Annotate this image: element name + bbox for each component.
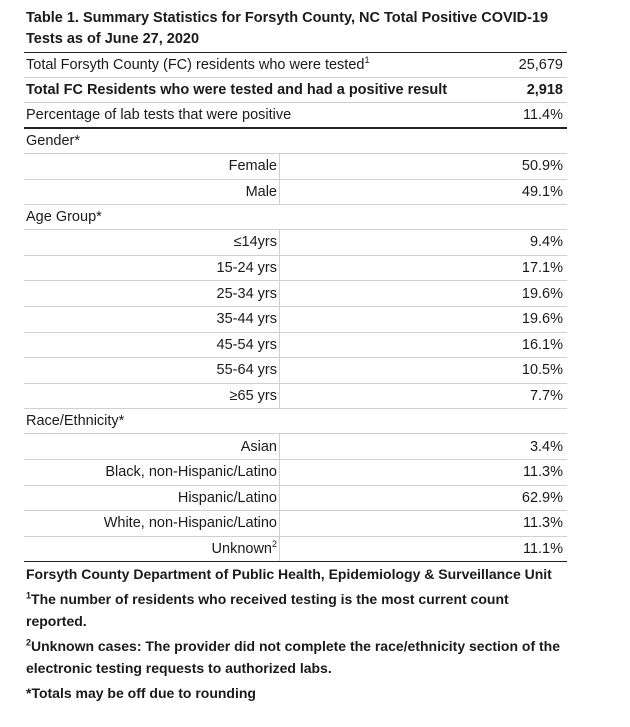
summary-label-text: Total Forsyth County (FC) residents who were tested — [26, 57, 365, 73]
category-name: ≥65 yrs — [229, 388, 277, 405]
category-name: White, non-Hispanic/Latino — [103, 515, 277, 532]
category-value: 50.9% — [521, 158, 563, 175]
table-row — [24, 256, 567, 282]
footnote-2-marker: 2 — [26, 637, 32, 648]
category-label — [24, 358, 280, 383]
summary-value: 25,679 — [518, 57, 563, 73]
category-label — [24, 281, 280, 306]
summary-row — [24, 78, 567, 103]
category-value: 49.1% — [521, 183, 563, 200]
category-value: 19.6% — [521, 311, 563, 328]
category-label-text — [246, 184, 279, 200]
category-label — [24, 256, 280, 281]
table-row — [24, 307, 567, 333]
table-row — [24, 154, 567, 180]
category-label — [24, 333, 280, 358]
summary-label — [24, 57, 453, 73]
footnote-1 — [26, 588, 567, 633]
table-row — [24, 180, 567, 206]
category-value: 3.4% — [529, 438, 563, 455]
source-note: Forsyth County Department of Public Health, Epidemiology & Surveillance Unit — [26, 566, 552, 583]
summary-label-text: Percentage of lab tests that were positive — [26, 107, 292, 123]
category-name: Black, non-Hispanic/Latino — [105, 464, 277, 481]
table-row — [24, 511, 567, 537]
category-label — [24, 460, 280, 485]
category-value: 62.9% — [521, 489, 563, 506]
category-label-text — [212, 541, 279, 557]
summary-row — [24, 103, 567, 129]
footnote-1-text: The number of residents who received testing is the most current count reported. — [26, 590, 509, 630]
table-row — [24, 333, 567, 359]
summary-row — [24, 53, 567, 78]
section-heading-label: Age Group* — [26, 209, 102, 226]
table-row — [24, 486, 567, 512]
summary-label — [24, 82, 453, 98]
category-label-text — [234, 234, 279, 250]
category-label — [24, 384, 280, 409]
category-label-text — [217, 362, 279, 378]
section-heading — [24, 409, 567, 434]
category-value: 9.4% — [529, 234, 563, 251]
summary-statistics-document — [24, 8, 567, 704]
category-label-text — [217, 260, 279, 276]
category-value: 7.7% — [529, 388, 563, 405]
summary-value: 11.4% — [522, 107, 563, 123]
category-label-text — [230, 388, 279, 404]
category-value: 11.3% — [522, 464, 563, 481]
category-name: Hispanic/Latino — [177, 489, 277, 506]
table-row — [24, 460, 567, 486]
category-name: 15-24 yrs — [216, 260, 277, 277]
category-value: 16.1% — [521, 336, 563, 353]
category-label-text — [105, 464, 279, 480]
category-label-text — [241, 439, 279, 455]
category-label — [24, 434, 280, 459]
statistics-table — [24, 53, 567, 562]
footnote-2 — [26, 635, 567, 680]
category-label — [24, 307, 280, 332]
footnote-1-marker: 1 — [26, 590, 32, 601]
category-label-text — [178, 490, 279, 506]
table-notes — [24, 563, 567, 704]
table-row — [24, 434, 567, 460]
category-label — [24, 486, 280, 511]
table-row — [24, 230, 567, 256]
section-heading — [24, 129, 567, 154]
section-heading-label: Race/Ethnicity* — [26, 413, 125, 430]
category-name: 25-34 yrs — [216, 285, 277, 302]
category-name: Male — [245, 183, 277, 200]
category-label-text — [217, 337, 279, 353]
category-value: 11.1% — [522, 541, 563, 558]
table-title: Table 1. Summary Statistics for Forsyth County, NC Total Positive COVID-19 Tests as of June 27, 2020 — [24, 8, 567, 53]
category-name: 45-54 yrs — [216, 336, 277, 353]
category-label-text — [217, 311, 279, 327]
category-name: Asian — [240, 438, 277, 455]
category-value: 19.6% — [521, 285, 563, 302]
rounding-note: *Totals may be off due to rounding — [26, 684, 256, 701]
summary-label-text: Total FC Residents who were tested and had a positive result — [26, 82, 448, 98]
summary-label — [24, 107, 453, 123]
footnote-2-text: Unknown cases: The provider did not complete the race/ethnicity section of the electronic testing requests to authorized labs. — [26, 637, 561, 677]
category-value: 11.3% — [522, 515, 563, 532]
category-label — [24, 511, 280, 536]
category-name: 55-64 yrs — [216, 362, 277, 379]
category-name: 35-44 yrs — [216, 311, 277, 328]
category-label — [24, 537, 280, 562]
table-row — [24, 281, 567, 307]
category-value: 17.1% — [521, 260, 563, 277]
table-row — [24, 358, 567, 384]
category-name: ≤14yrs — [233, 234, 277, 251]
footnote-marker: 1 — [364, 55, 370, 66]
category-label — [24, 154, 280, 179]
table-row — [24, 384, 567, 410]
category-name: Female — [228, 158, 277, 175]
section-heading — [24, 205, 567, 230]
category-label-text — [104, 515, 279, 531]
category-label — [24, 230, 280, 255]
footnote-marker: 2 — [271, 539, 277, 550]
category-name: Unknown — [211, 541, 272, 558]
category-label-text — [217, 286, 279, 302]
category-label-text — [229, 158, 279, 174]
section-heading-label: Gender* — [26, 133, 81, 149]
summary-value: 2,918 — [526, 82, 563, 98]
table-row — [24, 537, 567, 563]
category-label — [24, 180, 280, 205]
category-value: 10.5% — [521, 362, 563, 379]
